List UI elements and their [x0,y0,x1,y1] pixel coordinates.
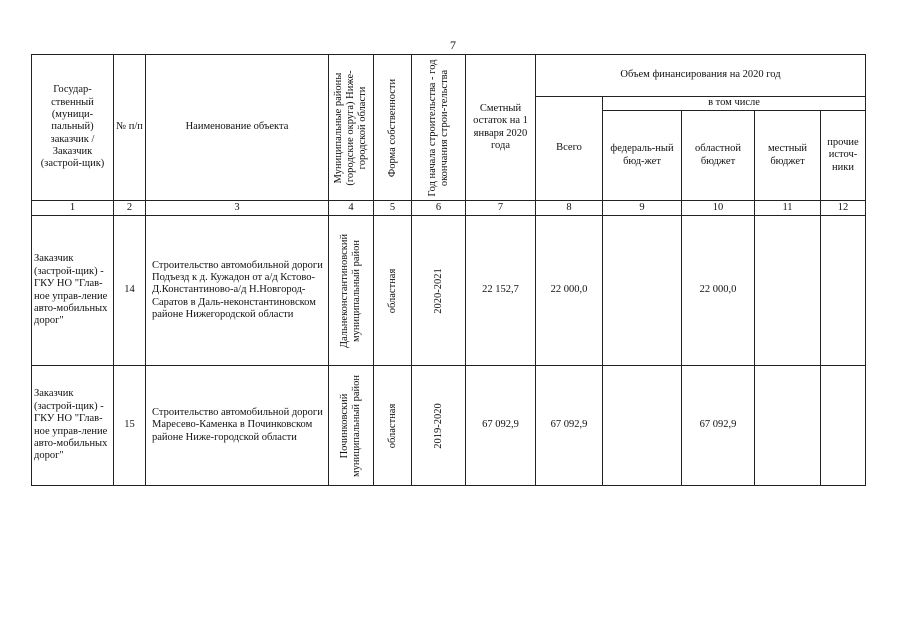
row-municipal [329,216,374,366]
header-local: местный бюджет [755,111,821,201]
column-number: 5 [374,201,412,216]
header-regional: областной бюджет [682,111,755,201]
row-ownership-text: областная [386,403,398,448]
row-other [821,216,866,366]
row-total: 67 092,9 [536,366,603,486]
row-customer: Заказчик (застрой-щик) - ГКУ НО "Глав-ное управ-ление авто-мобильных дорог" [32,366,114,486]
row-municipal-text: Починковский муниципальный район [338,374,362,477]
column-number: 9 [603,201,682,216]
row-regional: 67 092,9 [682,366,755,486]
header-remaining: Сметный остаток на 1 января 2020 года [466,55,536,201]
row-regional: 22 000,0 [682,216,755,366]
row-ownership [374,366,412,486]
row-years [412,216,466,366]
row-municipal [329,366,374,486]
column-numbers-row [32,201,866,216]
row-object: Строительство автомобильной дороги Маресево-Каменка в Починковском районе Ниже-городской области [146,366,329,486]
header-years-text: Год начала строительства - год окончания строи-тельства [426,58,450,197]
column-number: 3 [146,201,329,216]
table-row [32,216,866,366]
row-ownership [374,216,412,366]
row-total: 22 000,0 [536,216,603,366]
row-remaining: 67 092,9 [466,366,536,486]
row-num: 14 [114,216,146,366]
row-federal [603,216,682,366]
row-years-text: 2020-2021 [432,267,444,314]
header-ownership [374,55,412,201]
row-remaining: 22 152,7 [466,216,536,366]
header-ownership-text: Форма собственности [386,78,398,177]
page-number: 7 [450,38,456,52]
header-funding: Объем финансирования на 2020 год [536,55,866,97]
header-object-name: Наименование объекта [146,55,329,201]
financing-table [31,54,866,486]
row-local [755,216,821,366]
row-object: Строительство автомобильной дороги Подъезд к д. Кужадон от а/д Кстово-Д.Константиново-а/д Н.Новгород-Саратов в Даль-неконстантиновском районе Нижегородской области [146,216,329,366]
row-federal [603,366,682,486]
row-customer: Заказчик (застрой-щик) - ГКУ НО "Глав-ное управ-ление авто-мобильных дорог" [32,216,114,366]
header-federal: федераль-ный бюд-жет [603,111,682,201]
column-number: 10 [682,201,755,216]
row-ownership-text: областная [386,268,398,313]
header-years [412,55,466,201]
column-number: 8 [536,201,603,216]
column-number: 6 [412,201,466,216]
column-number: 2 [114,201,146,216]
row-municipal-text: Дальнеконстантиновский муниципальный район [338,233,362,348]
header-municipal-text: Муниципальные районы (городские округа) Ниже-городской области [332,69,369,186]
header-num: № п/п [114,55,146,201]
header-other: прочие источ-ники [821,111,866,201]
column-number: 1 [32,201,114,216]
column-number: 7 [466,201,536,216]
row-years [412,366,466,486]
column-number: 12 [821,201,866,216]
column-number: 4 [329,201,374,216]
column-number: 11 [755,201,821,216]
header-customer: Государ-ственный (муници-пальный) заказчик / Заказчик (застрой-щик) [32,55,114,201]
row-local [755,366,821,486]
header-total: Всего [536,97,603,201]
row-num: 15 [114,366,146,486]
table-row [32,366,866,486]
header-including: в том числе [603,97,866,111]
row-other [821,366,866,486]
header-municipal [329,55,374,201]
row-years-text: 2019-2020 [432,402,444,449]
